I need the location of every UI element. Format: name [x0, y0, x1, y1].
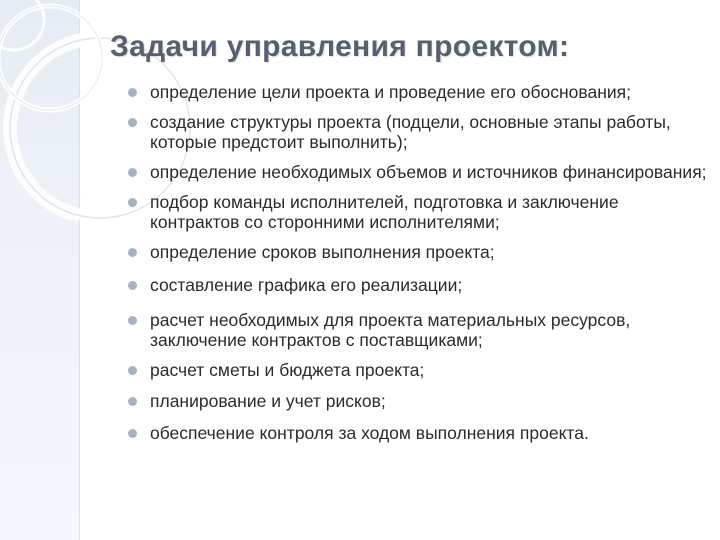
list-item-text: определение цели проекта и проведение его обоснования; [150, 82, 631, 102]
bullet-icon [128, 198, 137, 207]
list-item [128, 192, 708, 232]
list-item [128, 112, 708, 152]
bullet-icon [128, 88, 137, 97]
list-item [128, 275, 708, 295]
list-item [128, 242, 708, 262]
list-item-text: обеспечение контроля за ходом выполнения проекта. [150, 423, 589, 443]
bullet-icon [128, 248, 137, 257]
bullet-icon [128, 429, 137, 438]
list-item-text: расчет необходимых для проекта материальных ресурсов, заключение контрактов с поставщиками; [150, 310, 631, 350]
bullet-icon [128, 316, 137, 325]
task-list [128, 82, 708, 443]
list-item-text: составление графика его реализации; [150, 275, 463, 295]
bullet-icon [128, 281, 137, 290]
list-item [128, 82, 708, 102]
list-item-text: расчет сметы и бюджета проекта; [150, 360, 425, 380]
list-item-text: определение сроков выполнения проекта; [150, 242, 495, 262]
list-item [128, 310, 708, 350]
slide-title: Задачи управления проектом: [110, 30, 570, 63]
bullet-icon [128, 168, 137, 177]
list-item-text: планирование и учет рисков; [150, 391, 386, 411]
list-item [128, 162, 708, 182]
bullet-icon [128, 397, 137, 406]
list-item [128, 423, 708, 443]
list-item [128, 391, 708, 411]
list-item-text: определение необходимых объемов и источников финансирования; [150, 162, 707, 182]
list-item-text: создание структуры проекта (подцели, основные этапы работы, которые предстоит выполнить); [150, 112, 671, 152]
bullet-icon [128, 118, 137, 127]
list-item-text: подбор команды исполнителей, подготовка и заключение контрактов со сторонними исполнителями; [150, 192, 619, 232]
list-item [128, 360, 708, 380]
bullet-icon [128, 366, 137, 375]
